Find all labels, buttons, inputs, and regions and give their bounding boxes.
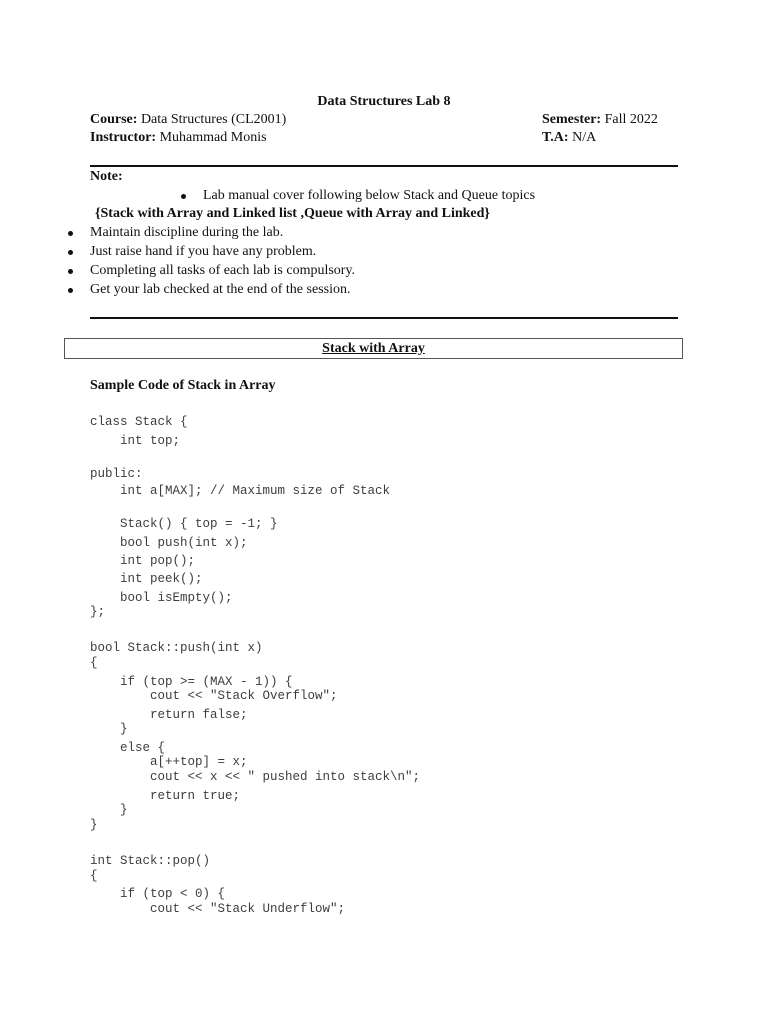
code-line: int top; — [90, 434, 181, 448]
code-line: public: — [90, 467, 143, 481]
code-line: return true; — [90, 789, 241, 803]
instructor-line — [90, 129, 267, 147]
code-line: bool push(int x); — [90, 536, 248, 550]
ta-line — [542, 129, 596, 147]
code-line: cout << "Stack Underflow"; — [90, 902, 346, 916]
ta-value: N/A — [572, 130, 597, 145]
topics-bullet-text: Lab manual cover following below Stack and Queue topics — [203, 188, 536, 203]
code-line: bool isEmpty(); — [90, 591, 233, 605]
rule-item: Completing all tasks of each lab is compulsory. — [90, 263, 356, 278]
code-line: int a[MAX]; // Maximum size of Stack — [90, 484, 391, 498]
code-line: } — [90, 803, 128, 817]
sample-code-heading: Sample Code of Stack in Array — [90, 378, 276, 393]
code-line: }; — [90, 605, 106, 619]
code-line: Stack() { top = -1; } — [90, 517, 278, 531]
bullet-icon — [68, 288, 73, 293]
note-label: Note: — [90, 169, 123, 184]
note-divider — [90, 317, 678, 319]
code-line: return false; — [90, 708, 248, 722]
code-line: { — [90, 656, 98, 670]
code-line: int pop(); — [90, 554, 196, 568]
code-line: } — [90, 818, 98, 832]
bullet-icon — [68, 269, 73, 274]
instructor-label: Instructor: — [90, 130, 157, 145]
semester-value: Fall 2022 — [604, 112, 658, 127]
course-line — [90, 111, 286, 129]
topics-list: {Stack with Array and Linked list ,Queue with Array and Linked} — [95, 206, 490, 221]
code-line: if (top < 0) { — [90, 887, 226, 901]
bullet-icon — [68, 250, 73, 255]
code-line: int peek(); — [90, 572, 203, 586]
course-label: Course: — [90, 112, 138, 127]
code-line: else { — [90, 741, 166, 755]
rule-item: Maintain discipline during the lab. — [90, 225, 284, 240]
instructor-value: Muhammad Monis — [159, 130, 267, 145]
code-line: { — [90, 869, 98, 883]
ta-label: T.A: — [542, 130, 569, 145]
code-line: cout << x << " pushed into stack\n"; — [90, 770, 421, 784]
semester-line — [542, 111, 658, 129]
code-line: } — [90, 722, 128, 736]
section-header-box — [64, 338, 683, 359]
code-line: if (top >= (MAX - 1)) { — [90, 675, 293, 689]
code-line: a[++top] = x; — [90, 755, 248, 769]
document-title: Data Structures Lab 8 — [317, 94, 451, 109]
code-line: cout << "Stack Overflow"; — [90, 689, 338, 703]
code-line: class Stack { — [90, 415, 188, 429]
header-divider — [90, 165, 678, 167]
code-line: int Stack::pop() — [90, 854, 211, 868]
rule-item: Get your lab checked at the end of the session. — [90, 282, 351, 297]
bullet-icon — [181, 194, 186, 199]
section-title: Stack with Array — [322, 340, 425, 356]
bullet-icon — [68, 231, 73, 236]
code-line: bool Stack::push(int x) — [90, 641, 263, 655]
semester-label: Semester: — [542, 112, 602, 127]
rule-item: Just raise hand if you have any problem. — [90, 244, 317, 259]
course-value: Data Structures (CL2001) — [140, 112, 287, 127]
